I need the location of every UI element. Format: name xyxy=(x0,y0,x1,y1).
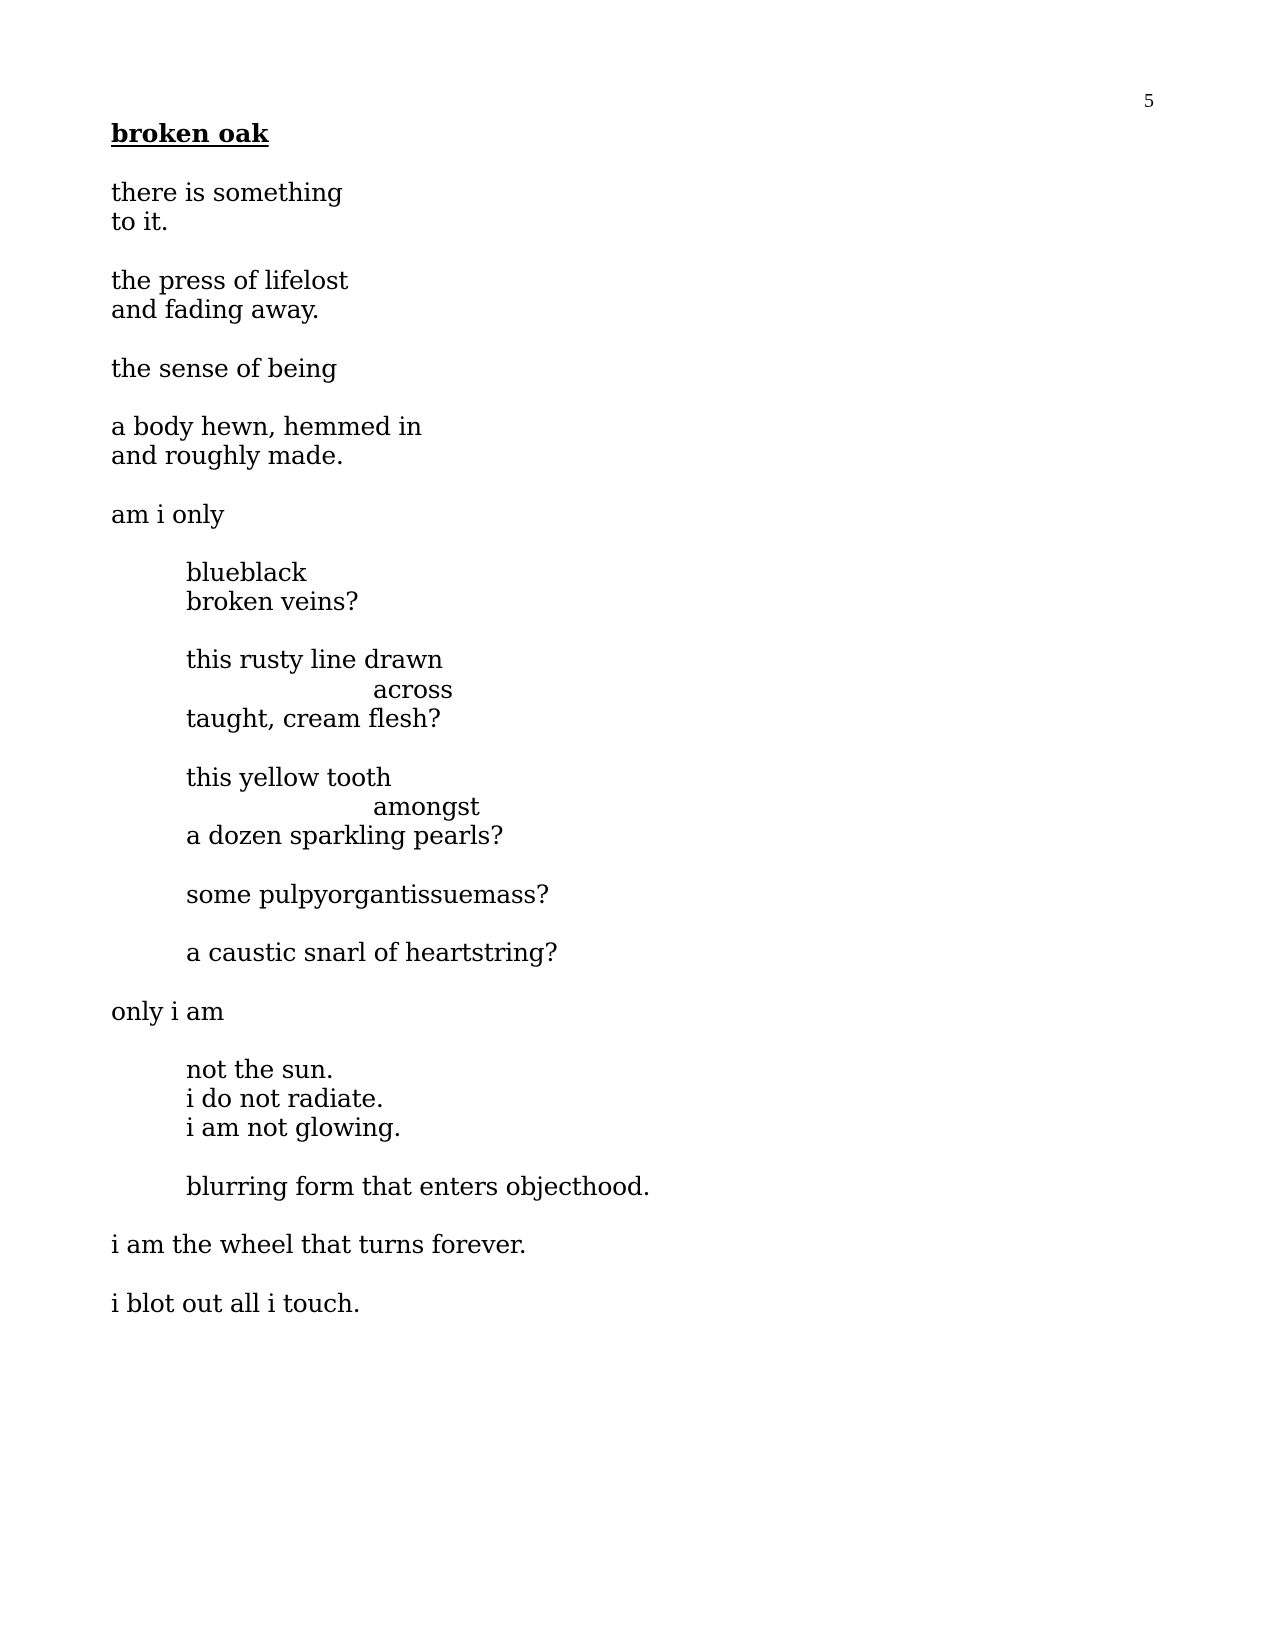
poem-line: a caustic snarl of heartstring? xyxy=(186,938,558,967)
page-number: 5 xyxy=(1144,90,1154,112)
poem-line: taught, cream flesh? xyxy=(186,704,441,733)
poem-line: i blot out all i touch. xyxy=(111,1289,361,1318)
poem-line: a dozen sparkling pearls? xyxy=(186,821,504,850)
poem-title: broken oak xyxy=(111,119,269,148)
poem-line: across xyxy=(373,675,453,704)
poem-line: i do not radiate. xyxy=(186,1084,384,1113)
poem-line: and fading away. xyxy=(111,295,320,324)
poem-line: this yellow tooth xyxy=(186,763,392,792)
poem-line: blurring form that enters objecthood. xyxy=(186,1172,651,1201)
poem-line: amongst xyxy=(373,792,480,821)
poem-line: i am the wheel that turns forever. xyxy=(111,1230,527,1259)
poem-line: am i only xyxy=(111,500,225,529)
poem-line: there is something xyxy=(111,178,343,207)
poem-line: broken veins? xyxy=(186,587,359,616)
poem-line: and roughly made. xyxy=(111,441,344,470)
poem-line: not the sun. xyxy=(186,1055,334,1084)
poem-line: a body hewn, hemmed in xyxy=(111,412,422,441)
poem-line: the press of lifelost xyxy=(111,266,349,295)
poem-line: this rusty line drawn xyxy=(186,645,443,674)
poem-line: the sense of being xyxy=(111,354,337,383)
poem-line: some pulpyorgantissuemass? xyxy=(186,880,550,909)
poem-line: i am not glowing. xyxy=(186,1113,402,1142)
poem-line: to it. xyxy=(111,207,169,236)
poem-line: blueblack xyxy=(186,558,307,587)
poem-line: only i am xyxy=(111,997,225,1026)
